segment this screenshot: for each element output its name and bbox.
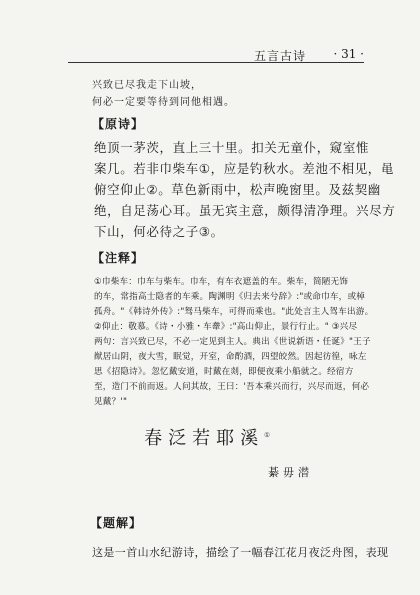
poem-title-footnote-marker: ① (264, 431, 276, 439)
poem-author: 綦毋潜 (268, 466, 313, 479)
note-line: 思《招隐诗》。忽忆戴安道，时戴在剡，即便夜乘小船就之。经宿方 (94, 367, 354, 377)
note-line: 的车，常指高士隐者的车乘。陶渊明《归去来兮辞》:"或命巾车，或棹 (94, 292, 366, 302)
note-line: 猷居山阴，夜大雪，眠觉，开室，命酌酒，四望皎然。因起彷徨，咏左 (94, 352, 367, 362)
poem-line: 绝，自足荡心耳。虽无宾主意，颇得清净理。兴尽方 (94, 203, 396, 218)
note-line: 孤舟。"《韩诗外传》:"驽马柴车，可得而乘也。"此处言主人驾车出游。 (94, 307, 374, 317)
note-line: ②仰止：敬慕。《诗・小雅・车舝》:"高山仰止，景行行止。" ③兴尽 (94, 322, 358, 332)
section-heading-original: 【原诗】 (92, 117, 145, 131)
poem-title-text: 春泛若耶溪 (144, 428, 265, 449)
translation-line: 何必一定要等待到同他相遇。 (92, 97, 235, 108)
section-heading-notes: 【注释】 (92, 251, 145, 265)
intro-text: 这是一首山水纪游诗，描绘了一幅春江花月夜泛舟图，表现 (92, 546, 389, 559)
page-number: · 31 · (333, 47, 364, 61)
translation-line: 兴致已尽我走下山坡， (92, 80, 202, 91)
poem-title (0, 424, 420, 450)
header-rule (68, 62, 364, 63)
note-line: 至，造门不前而返。人问其故，王曰：'吾本乘兴而行，兴尽而返，何必 (94, 382, 370, 392)
note-line: 见戴？'" (94, 397, 128, 407)
poem-line: 绝顶一茅茨，直上三十里。扣关无童仆，窥室惟 (94, 140, 370, 155)
poem-line: 案几。若非巾柴车①，应是钓秋水。差池不相见，黾 (94, 161, 395, 176)
poem-line: 俯空仰止②。草色新雨中，松声晚窗里。及兹契幽 (94, 182, 381, 197)
page-header (68, 47, 364, 63)
section-heading-intro: 【题解】 (90, 516, 143, 530)
running-head: 五言古诗 (253, 49, 306, 63)
note-line: 两句：言兴致已尽，不必一定见到主人。典出《世说新语・任诞》"王子 (94, 337, 371, 347)
poem-line: 下山，何必待之子③。 (94, 224, 224, 239)
note-line: ①巾柴车：巾车与柴车。巾车，有车衣遮盖的车。柴车，简陋无饰 (94, 277, 349, 287)
